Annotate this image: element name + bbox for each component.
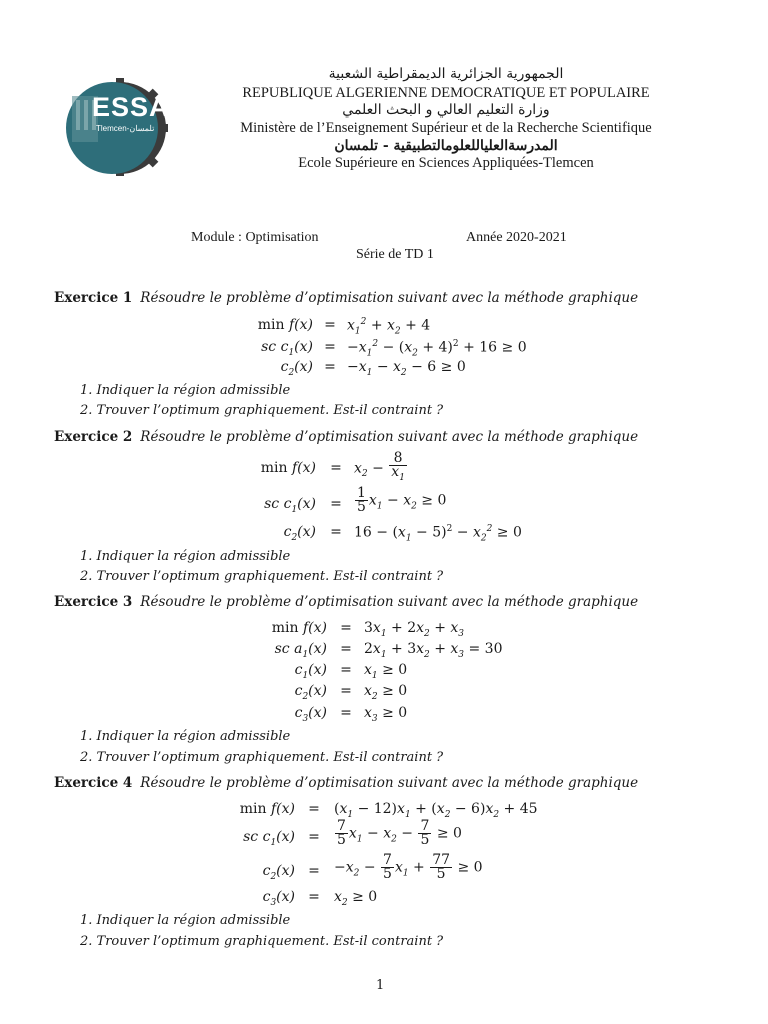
logo-subtext: Tlemcen-تلمسان: [96, 124, 155, 133]
logo-text: ESSA: [92, 92, 170, 122]
year-label: Année 2020-2021: [466, 230, 567, 245]
exercise-3-question-2: 2. Trouver l’optimum graphiquement. Est-il contraint ?: [80, 750, 444, 765]
exercise-title: Exercice 2: [54, 429, 133, 445]
exercise-title: Exercice 3: [54, 594, 133, 610]
exercise-2-question-1: 1. Indiquer la région admissible: [80, 549, 291, 564]
exercise-4-heading: [54, 775, 638, 791]
arabic-ministry-title: وزارة التعليم العالي و البحث العلمي: [342, 102, 550, 118]
exercise-statement: Résoudre le problème d’optimisation suivant avec la méthode graphique: [140, 594, 639, 610]
exercise-statement: Résoudre le problème d’optimisation suivant avec la méthode graphique: [140, 429, 639, 445]
arabic-school-title: المدرسةالعلياللعلومالتطبيقية - تلمسان: [334, 138, 558, 154]
exercise-4-question-1: 1. Indiquer la région admissible: [80, 913, 291, 928]
exercise-3-question-1: 1. Indiquer la région admissible: [80, 729, 291, 744]
exercise-4-question-2: 2. Trouver l’optimum graphiquement. Est-il contraint ?: [80, 934, 444, 949]
exercise-title: Exercice 4: [54, 775, 133, 791]
page-number: 1: [376, 978, 385, 993]
exercise-2-question-2: 2. Trouver l’optimum graphiquement. Est-il contraint ?: [80, 569, 444, 584]
school-logo: [62, 78, 168, 176]
arabic-republic-title: الجمهورية الجزائرية الديمقراطية الشعبية: [328, 66, 564, 82]
module-label: Module : Optimisation: [191, 230, 319, 245]
exercise-2-heading: [54, 429, 638, 445]
exercise-1-question-2: 2. Trouver l’optimum graphiquement. Est-il contraint ?: [80, 403, 444, 418]
exercise-1-question-1: 1. Indiquer la région admissible: [80, 383, 291, 398]
exercise-statement: Résoudre le problème d’optimisation suivant avec la méthode graphique: [140, 775, 639, 791]
series-title: Série de TD 1: [356, 247, 434, 262]
exercise-1-heading: [54, 290, 638, 306]
school-title: Ecole Supérieure en Sciences Appliquées-Tlemcen: [298, 155, 594, 171]
exercise-title: Exercice 1: [54, 290, 133, 306]
ministry-title: Ministère de l’Enseignement Supérieur et de la Recherche Scientifique: [240, 120, 652, 136]
exercise-statement: Résoudre le problème d’optimisation suivant avec la méthode graphique: [140, 290, 639, 306]
exercise-3-heading: [54, 594, 638, 610]
republic-title: REPUBLIQUE ALGERIENNE DEMOCRATIQUE ET POPULAIRE: [242, 85, 650, 101]
